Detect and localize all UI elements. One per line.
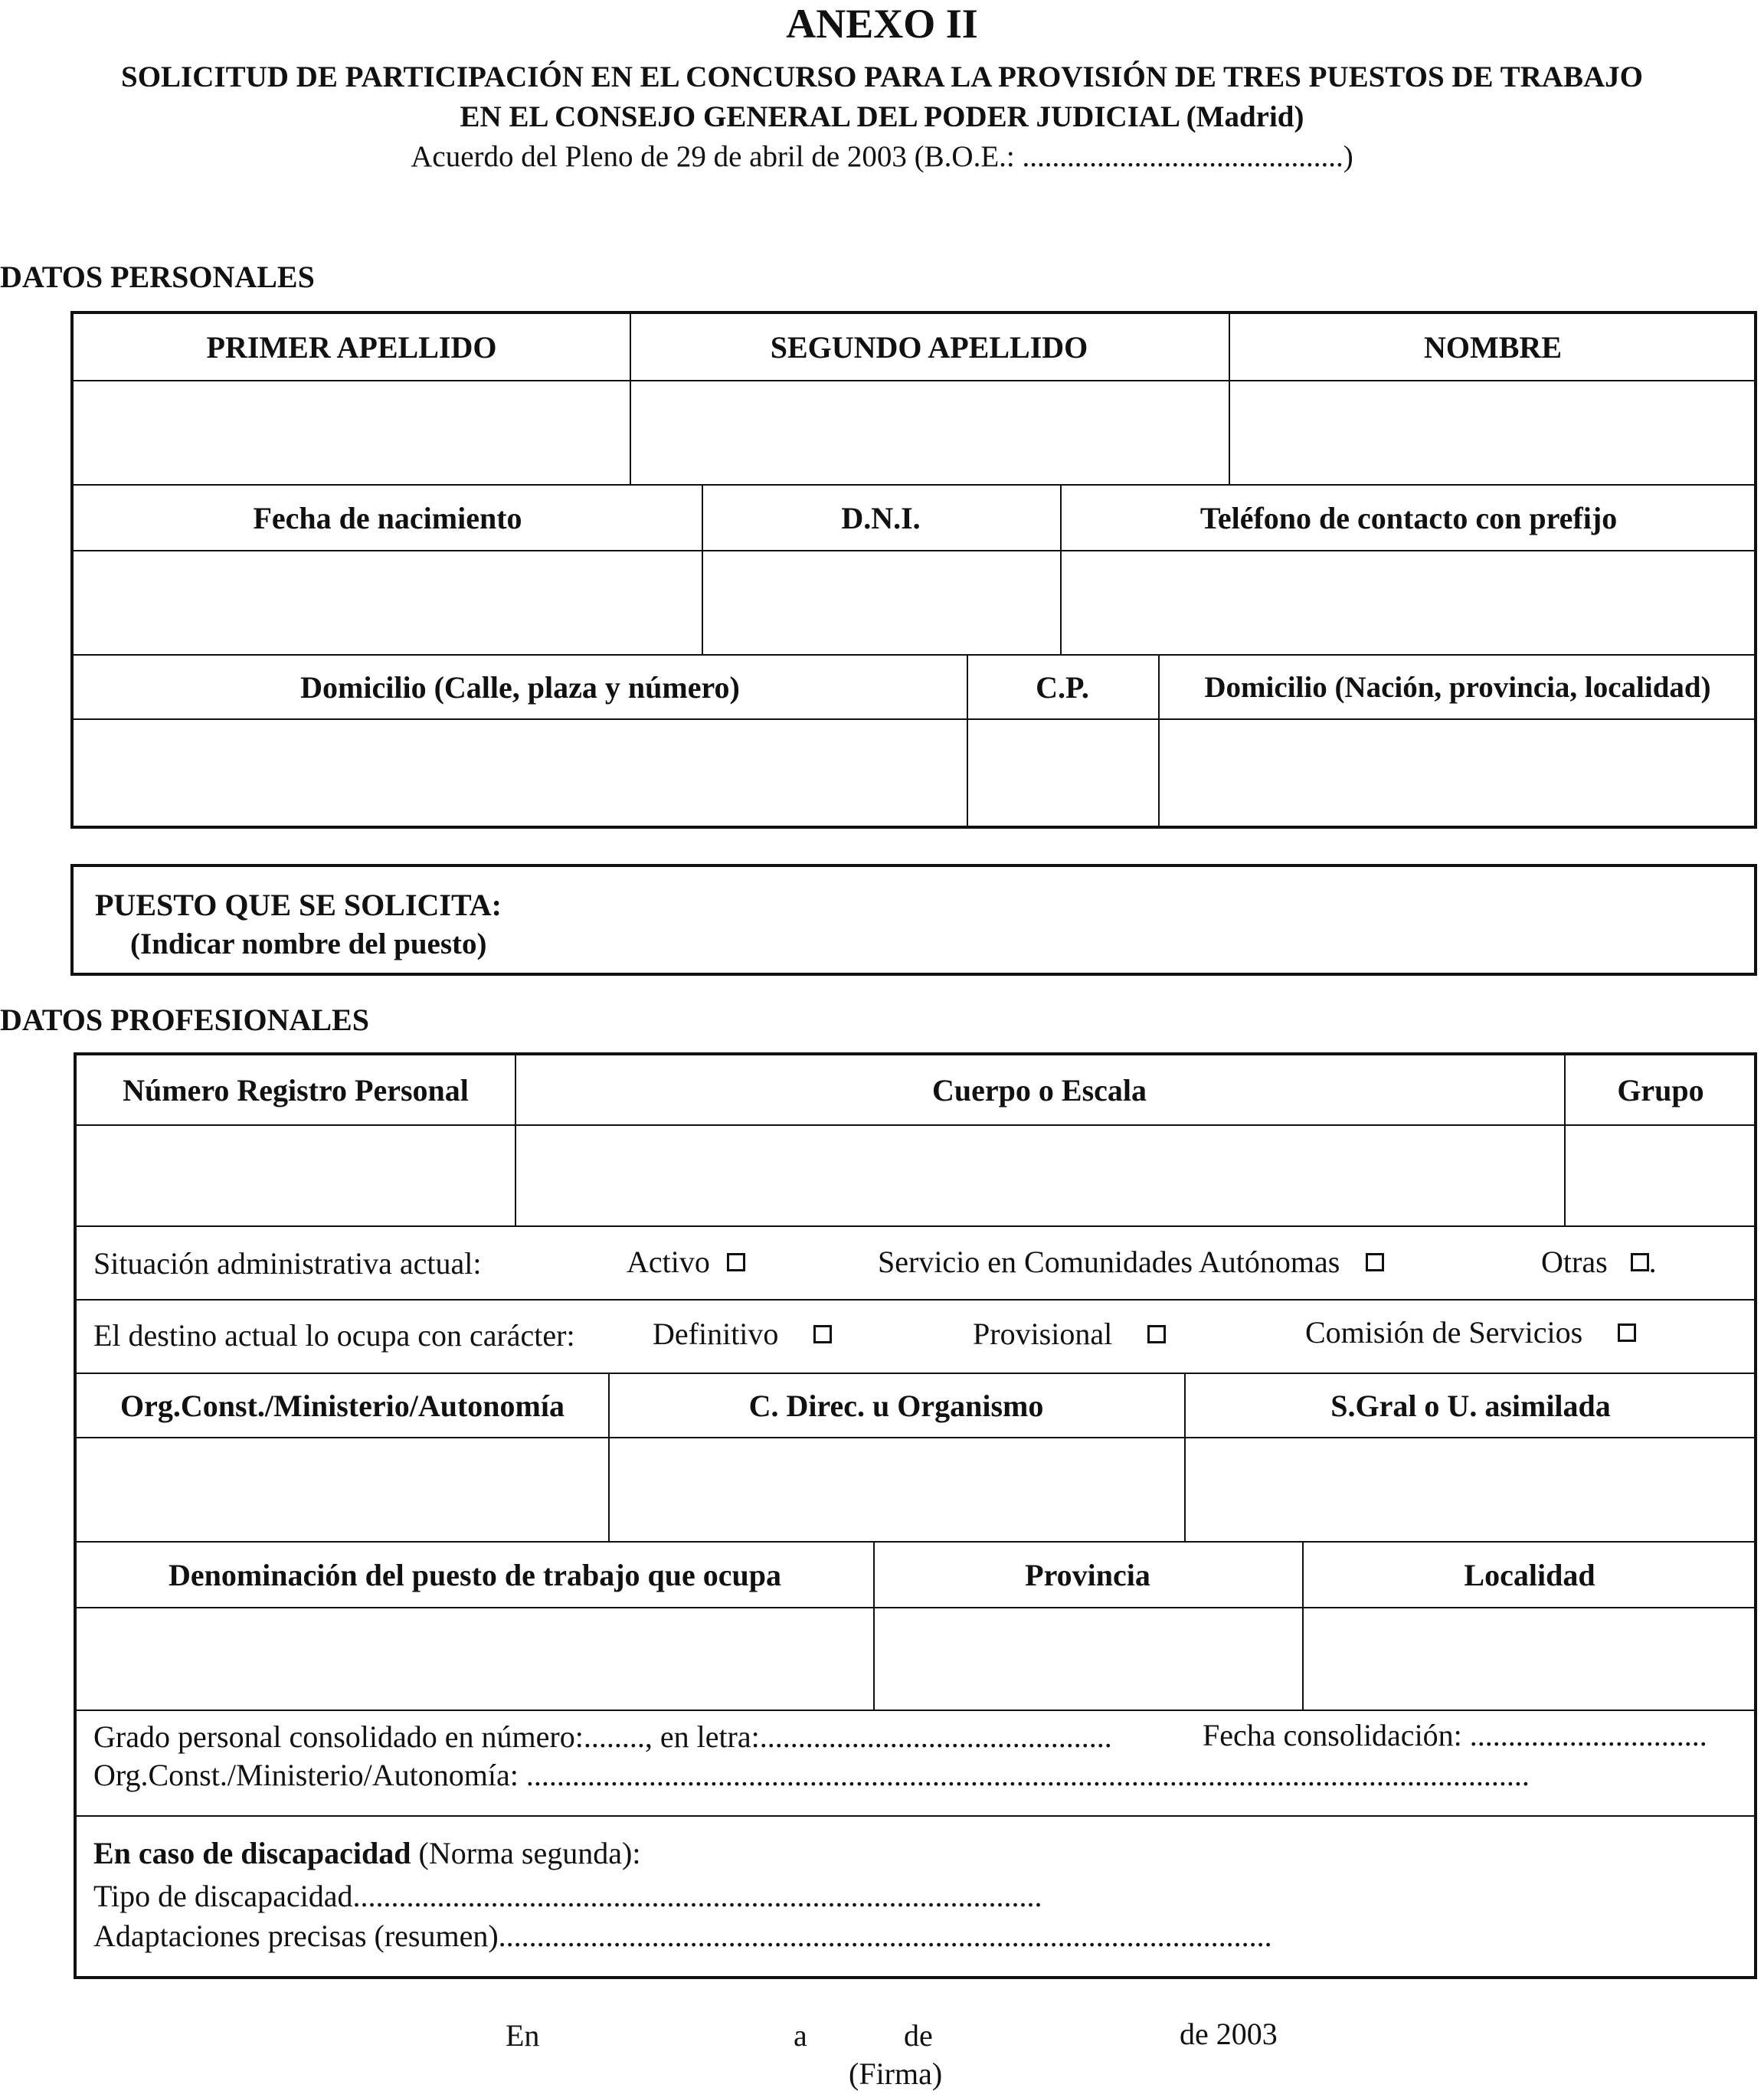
fecha-consolidacion-line[interactable]: Fecha consolidación: ............................... [1203, 1718, 1707, 1752]
cuerpo-header: Cuerpo o Escala [932, 1072, 1147, 1108]
nrp-field[interactable] [77, 1126, 515, 1225]
personal-section-title: DATOS PERSONALES [0, 260, 315, 294]
discapacidad-bold: En caso de discapacidad [93, 1836, 411, 1870]
domicilio-calle-header: Domicilio (Calle, plaza y número) [300, 669, 740, 705]
org-const-line[interactable]: Org.Const./Ministerio/Autonomía: ................................................................................................................................... [93, 1758, 1530, 1792]
divider [77, 1124, 1757, 1126]
nombre-field[interactable] [1229, 381, 1757, 484]
situacion-activo-label: Activo [627, 1245, 710, 1279]
destino-definitivo-label: Definitivo [653, 1317, 779, 1351]
nombre-header: NOMBRE [1424, 329, 1562, 365]
localidad-header: Localidad [1464, 1557, 1595, 1592]
destino-comision-label: Comisión de Servicios [1305, 1315, 1583, 1350]
primer-apellido-field[interactable] [74, 381, 630, 484]
footer-a: a [794, 2018, 807, 2053]
puesto-hint: (Indicar nombre del puesto) [130, 928, 487, 960]
grupo-header: Grupo [1617, 1072, 1704, 1108]
situacion-servicio-option[interactable] [878, 1244, 1384, 1280]
form-title-line2: EN EL CONSEJO GENERAL DEL PODER JUDICIAL (Madrid) [460, 100, 1304, 133]
situacion-otras-option[interactable] [1541, 1244, 1657, 1280]
grado-personal-line[interactable]: Grado personal consolidado en número:........, en letra:.............................................. [93, 1719, 1112, 1754]
divider [630, 314, 631, 484]
discapacidad-heading [93, 1835, 640, 1871]
footer-en: En [506, 2018, 540, 2053]
professional-section-title: DATOS PROFESIONALES [0, 1003, 369, 1037]
personal-data-table [70, 311, 1757, 829]
situacion-activo-checkbox[interactable] [727, 1253, 745, 1271]
dni-header: D.N.I. [841, 500, 921, 535]
c-direc-header: C. Direc. u Organismo [748, 1388, 1044, 1423]
fecha-nacimiento-header: Fecha de nacimiento [253, 500, 522, 535]
domicilio-calle-field[interactable] [74, 720, 967, 826]
situacion-otras-label: Otras [1541, 1245, 1608, 1279]
divider [1060, 484, 1062, 654]
localidad-field[interactable] [1302, 1608, 1757, 1710]
situacion-label: Situación administrativa actual: [93, 1246, 482, 1281]
situacion-otras-suffix: . [1648, 1245, 1657, 1279]
s-gral-header: S.Gral o U. asimilada [1330, 1388, 1611, 1423]
situacion-servicio-label: Servicio en Comunidades Autónomas [878, 1245, 1340, 1279]
tipo-discapacidad-line[interactable]: Tipo de discapacidad.......................................................................................... [93, 1879, 1042, 1913]
destino-label: El destino actual lo ocupa con carácter: [93, 1318, 575, 1353]
segundo-apellido-header: SEGUNDO APELLIDO [770, 329, 1088, 365]
telefono-header: Teléfono de contacto con prefijo [1199, 500, 1618, 535]
domicilio-nacion-field[interactable] [1158, 720, 1757, 826]
cp-header: C.P. [1036, 669, 1089, 705]
grupo-field[interactable] [1564, 1126, 1757, 1225]
divider [77, 1607, 1757, 1608]
nrp-header: Número Registro Personal [123, 1072, 469, 1108]
divider [873, 1541, 875, 1710]
adaptaciones-line[interactable]: Adaptaciones precisas (resumen)..................................................................................................... [93, 1919, 1272, 1953]
segundo-apellido-field[interactable] [630, 381, 1229, 484]
divider [1184, 1373, 1186, 1541]
divider [967, 654, 968, 829]
puesto-label: PUESTO QUE SE SOLICITA: [95, 888, 502, 922]
divider [74, 718, 1757, 720]
footer-de: de [904, 2018, 933, 2053]
divider [77, 1710, 1757, 1711]
destino-definitivo-checkbox[interactable] [813, 1325, 832, 1343]
denominacion-field[interactable] [77, 1608, 873, 1710]
divider [77, 1299, 1757, 1301]
primer-apellido-header: PRIMER APELLIDO [206, 329, 497, 365]
situacion-activo-option[interactable] [627, 1244, 745, 1280]
divider [1564, 1055, 1566, 1225]
provincia-header: Provincia [1025, 1557, 1150, 1592]
divider [1158, 654, 1160, 829]
divider [515, 1055, 516, 1225]
destino-provisional-label: Provisional [973, 1317, 1113, 1351]
situacion-servicio-checkbox[interactable] [1366, 1253, 1384, 1271]
divider [77, 1225, 1757, 1227]
professional-data-table [74, 1052, 1757, 1979]
cp-field[interactable] [967, 720, 1158, 826]
dni-field[interactable] [702, 551, 1060, 654]
destino-comision-checkbox[interactable] [1618, 1323, 1636, 1342]
discapacidad-norma: (Norma segunda): [411, 1836, 641, 1870]
telefono-field[interactable] [1060, 551, 1757, 654]
cuerpo-field[interactable] [515, 1126, 1564, 1225]
domicilio-nacion-header: Domicilio (Nación, provincia, localidad) [1204, 670, 1711, 704]
annex-title: ANEXO II [786, 1, 978, 47]
form-title-line1: SOLICITUD DE PARTICIPACIÓN EN EL CONCURSO PARA LA PROVISIÓN DE TRES PUESTOS DE TRABAJO [121, 61, 1643, 93]
provincia-field[interactable] [873, 1608, 1302, 1710]
footer-year: de 2003 [1180, 2017, 1278, 2051]
signature-label[interactable]: (Firma) [849, 2056, 943, 2091]
destino-definitivo-option[interactable] [653, 1316, 832, 1352]
s-gral-field[interactable] [1184, 1438, 1757, 1541]
divider [77, 1815, 1757, 1817]
divider [77, 1437, 1757, 1438]
divider [1229, 314, 1230, 484]
agreement-line: Acuerdo del Pleno de 29 de abril de 2003 (B.O.E.: ...........................................) [411, 140, 1353, 173]
divider [74, 550, 1757, 551]
c-direc-field[interactable] [608, 1438, 1184, 1541]
destino-comision-option[interactable] [1305, 1314, 1636, 1350]
divider [608, 1373, 610, 1541]
divider [1302, 1541, 1304, 1710]
fecha-nacimiento-field[interactable] [74, 551, 702, 654]
org-const-header: Org.Const./Ministerio/Autonomía [120, 1388, 565, 1423]
divider [702, 484, 703, 654]
destino-provisional-option[interactable] [973, 1316, 1166, 1352]
org-const-field[interactable] [77, 1438, 608, 1541]
destino-provisional-checkbox[interactable] [1147, 1325, 1166, 1343]
denominacion-header: Denominación del puesto de trabajo que ocupa [168, 1557, 782, 1592]
situacion-otras-checkbox[interactable] [1631, 1253, 1649, 1271]
puesto-solicitado-box[interactable] [70, 864, 1757, 976]
divider [74, 380, 1757, 381]
